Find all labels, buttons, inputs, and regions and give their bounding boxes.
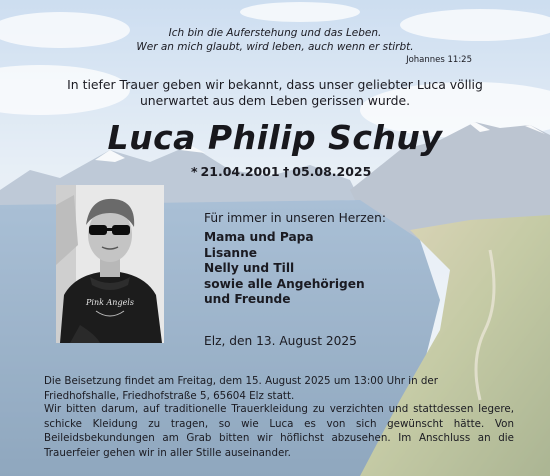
announcement-line-2: unerwartet aus dem Leben gerissen wurde. (139, 93, 411, 108)
place-and-date: Elz, den 13. August 2025 (204, 334, 357, 348)
portrait-image (56, 185, 164, 343)
birth-date-value: 21.04.2001 (200, 164, 280, 179)
shirt-print: Pink Angels (86, 298, 134, 307)
attendance-request: Wir bitten darum, auf traditionelle Trauerkleidung zu verzichten und stattdessen legere, schicke Kleidung zu tragen, so wie Luca es von sich gewünscht hätte. Von Beileidsbekundungen am Grab bitten wir höflichst abzusehen. Im Anschluss an die Trauerfeier gehen wir in aller Stille auseinander. (44, 403, 514, 459)
bible-verse-line-2: Wer an mich glaubt, wird leben, auch wenn er stirbt. (136, 41, 414, 53)
bible-verse-reference: Johannes 11:25 (406, 55, 472, 65)
death-date (283, 164, 371, 179)
death-date-value: 05.08.2025 (292, 164, 372, 179)
family-member: Lisanne (204, 245, 258, 260)
deceased-name: Luca Philip Schuy (107, 118, 443, 157)
funeral-details: Die Beisetzung findet am Freitag, dem 15. August 2025 um 13:00 Uhr in der Friedhofshalle, Friedhofstraße 5, 65604 Elz statt. (44, 375, 438, 402)
death-cross-icon: † (283, 164, 290, 179)
family-member: Mama und Papa (204, 230, 314, 244)
family-heading: Für immer in unseren Herzen: (204, 211, 386, 225)
family-members-list (204, 230, 365, 308)
announcement-line-1: In tiefer Trauer geben wir bekannt, dass unser geliebter Luca völlig (67, 77, 483, 92)
portrait-photo (56, 185, 164, 343)
family-member: und Freunde (204, 292, 291, 307)
birth-star-icon: * (191, 164, 198, 179)
birth-date (191, 164, 280, 179)
family-member: sowie alle Angehörigen (204, 276, 365, 291)
family-member: Nelly und Till (204, 261, 295, 276)
bible-verse-line-1: Ich bin die Auferstehung und das Leben. (168, 27, 382, 39)
